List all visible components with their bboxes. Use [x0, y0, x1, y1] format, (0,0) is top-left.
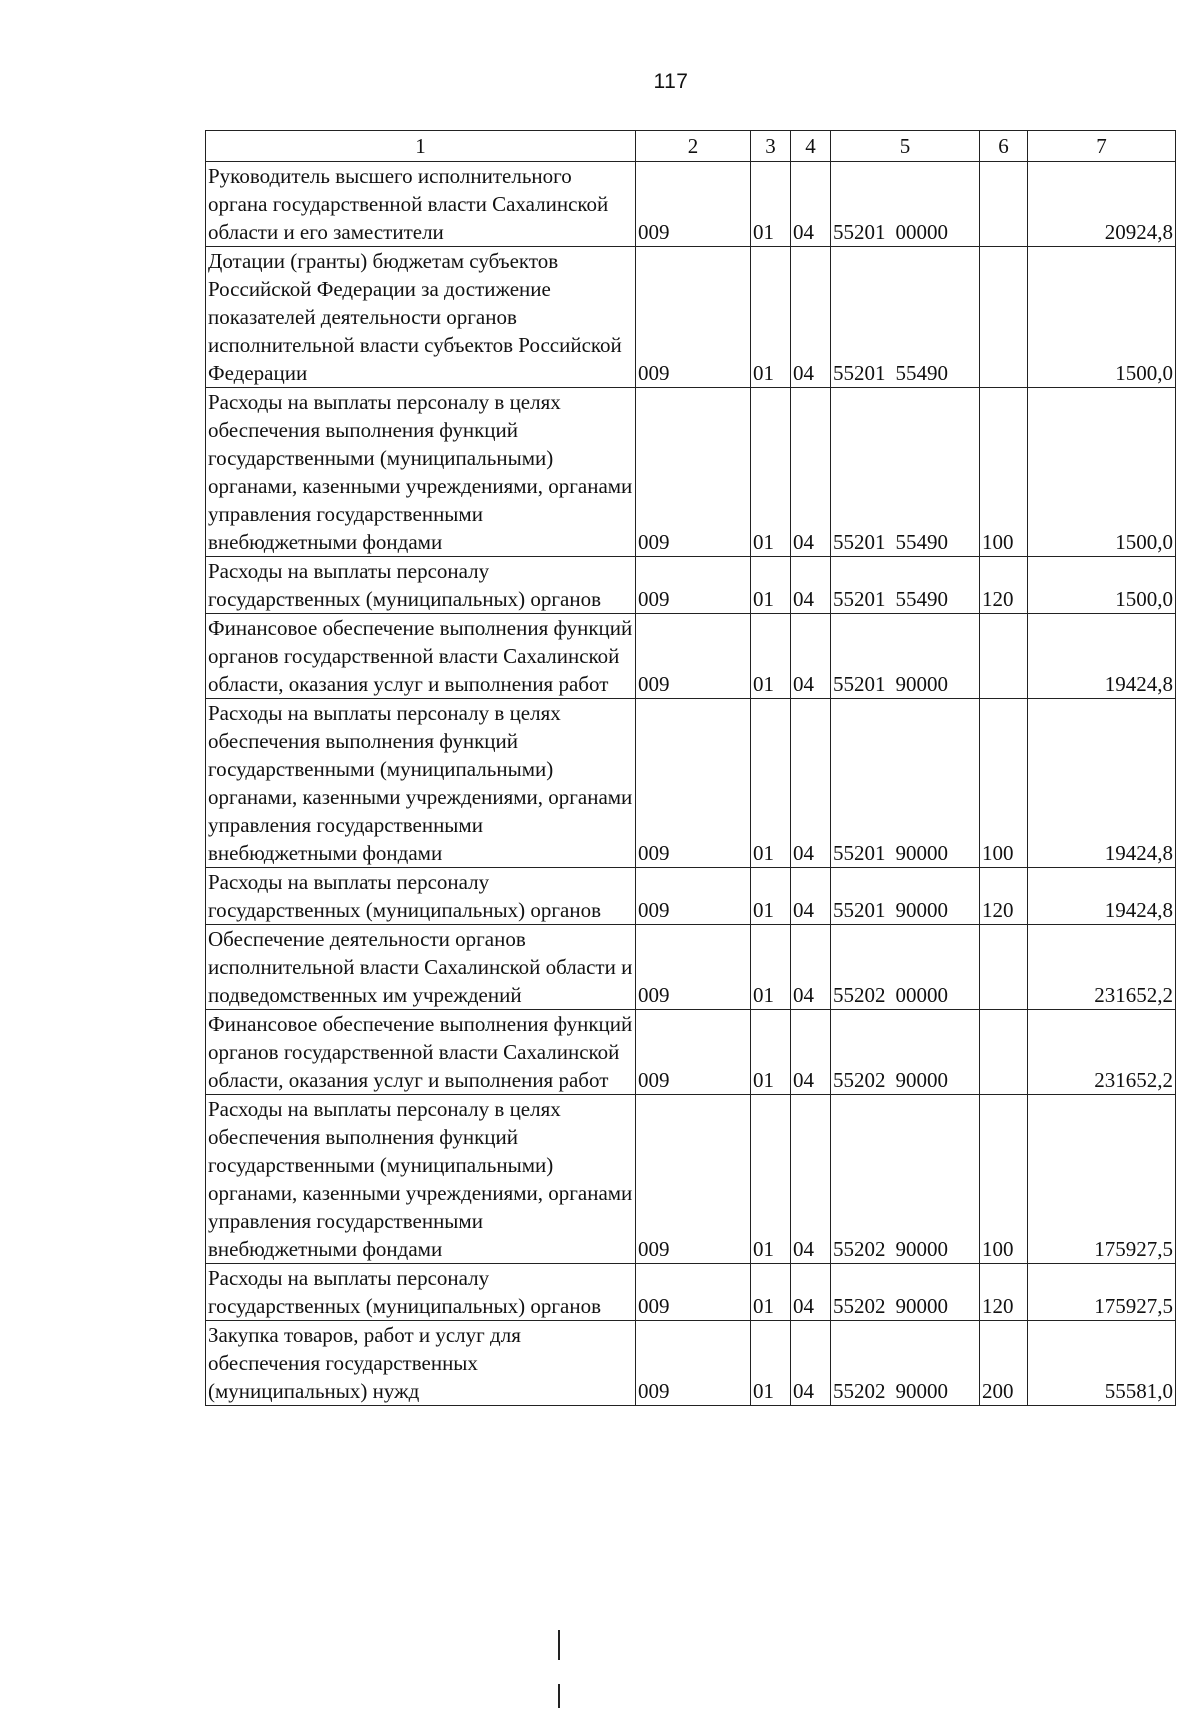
target-program-code: 55201: [833, 841, 886, 865]
table-row: [206, 699, 1176, 868]
table-row: [206, 925, 1176, 1010]
expense-type-cell: 120: [980, 868, 1028, 925]
column-header: 3: [751, 131, 791, 162]
target-article-cell: [831, 1321, 980, 1406]
subsection-code-cell: 04: [791, 162, 831, 247]
row-name-cell: Расходы на выплаты персоналу государственных (муниципальных) органов: [206, 557, 636, 614]
section-code-cell: 01: [751, 162, 791, 247]
budget-table: [205, 130, 1176, 1406]
target-direction-code: 90000: [895, 1294, 948, 1318]
subsection-code-cell: 04: [791, 247, 831, 388]
amount-cell: 1500,0: [1028, 557, 1176, 614]
target-article-cell: [831, 557, 980, 614]
row-name-cell: Финансовое обеспечение выполнения функций органов государственной власти Сахалинской области, оказания услуг и выполнения работ: [206, 1010, 636, 1095]
target-article-cell: [831, 388, 980, 557]
target-program-code: 55202: [833, 1294, 886, 1318]
section-code-cell: 01: [751, 699, 791, 868]
row-name-cell: Расходы на выплаты персоналу государственных (муниципальных) органов: [206, 1264, 636, 1321]
admin-code-cell: 009: [636, 1321, 751, 1406]
target-article-cell: [831, 162, 980, 247]
target-program-code: 55202: [833, 983, 886, 1007]
section-code-cell: 01: [751, 1010, 791, 1095]
admin-code-cell: 009: [636, 1095, 751, 1264]
row-name-cell: Расходы на выплаты персоналу государственных (муниципальных) органов: [206, 868, 636, 925]
table-row: [206, 388, 1176, 557]
admin-code-cell: 009: [636, 1264, 751, 1321]
amount-cell: 1500,0: [1028, 388, 1176, 557]
section-code-cell: 01: [751, 614, 791, 699]
subsection-code-cell: 04: [791, 614, 831, 699]
admin-code-cell: 009: [636, 388, 751, 557]
section-code-cell: 01: [751, 557, 791, 614]
table-row: [206, 162, 1176, 247]
row-name-cell: Финансовое обеспечение выполнения функций органов государственной власти Сахалинской области, оказания услуг и выполнения работ: [206, 614, 636, 699]
target-direction-code: 90000: [895, 672, 948, 696]
admin-code-cell: 009: [636, 1010, 751, 1095]
target-article-cell: [831, 868, 980, 925]
admin-code-cell: 009: [636, 614, 751, 699]
target-program-code: 55202: [833, 1379, 886, 1403]
subsection-code-cell: 04: [791, 1321, 831, 1406]
section-code-cell: 01: [751, 868, 791, 925]
subsection-code-cell: 04: [791, 1010, 831, 1095]
subsection-code-cell: 04: [791, 557, 831, 614]
target-article-cell: [831, 1010, 980, 1095]
table-row: [206, 557, 1176, 614]
target-program-code: 55201: [833, 530, 886, 554]
row-name-cell: Расходы на выплаты персоналу в целях обеспечения выполнения функций государственными (муниципальными) органами, казенными учреждениями, органами управления государственными внебюджетными фондами: [206, 699, 636, 868]
subsection-code-cell: 04: [791, 868, 831, 925]
table-row: [206, 1321, 1176, 1406]
table-row: [206, 1010, 1176, 1095]
table-row: [206, 1264, 1176, 1321]
section-code-cell: 01: [751, 1264, 791, 1321]
expense-type-cell: 100: [980, 1095, 1028, 1264]
scan-mark: [558, 1630, 560, 1660]
expense-type-cell: [980, 247, 1028, 388]
section-code-cell: 01: [751, 1321, 791, 1406]
expense-type-cell: 120: [980, 1264, 1028, 1321]
target-program-code: 55201: [833, 361, 886, 385]
target-program-code: 55201: [833, 898, 886, 922]
amount-cell: 20924,8: [1028, 162, 1176, 247]
column-header: 2: [636, 131, 751, 162]
header-row: [206, 131, 1176, 162]
amount-cell: 1500,0: [1028, 247, 1176, 388]
expense-type-cell: [980, 614, 1028, 699]
target-article-cell: [831, 1264, 980, 1321]
target-direction-code: 55490: [895, 587, 948, 611]
row-name-cell: Руководитель высшего исполнительного органа государственной власти Сахалинской области и его заместители: [206, 162, 636, 247]
page-number: 117: [653, 70, 689, 93]
admin-code-cell: 009: [636, 557, 751, 614]
section-code-cell: 01: [751, 1095, 791, 1264]
expense-type-cell: 120: [980, 557, 1028, 614]
row-name-cell: Обеспечение деятельности органов исполнительной власти Сахалинской области и подведомственных им учреждений: [206, 925, 636, 1010]
target-program-code: 55201: [833, 672, 886, 696]
target-direction-code: 90000: [895, 1237, 948, 1261]
expense-type-cell: 200: [980, 1321, 1028, 1406]
subsection-code-cell: 04: [791, 1095, 831, 1264]
admin-code-cell: 009: [636, 925, 751, 1010]
target-program-code: 55201: [833, 587, 886, 611]
subsection-code-cell: 04: [791, 925, 831, 1010]
target-program-code: 55202: [833, 1237, 886, 1261]
target-direction-code: 90000: [895, 898, 948, 922]
admin-code-cell: 009: [636, 247, 751, 388]
amount-cell: 19424,8: [1028, 614, 1176, 699]
row-name-cell: Дотации (гранты) бюджетам субъектов Российской Федерации за достижение показателей деятельности органов исполнительной власти субъектов Российской Федерации: [206, 247, 636, 388]
section-code-cell: 01: [751, 388, 791, 557]
target-direction-code: 55490: [895, 361, 948, 385]
expense-type-cell: 100: [980, 388, 1028, 557]
table-row: [206, 1095, 1176, 1264]
target-article-cell: [831, 247, 980, 388]
column-header: 4: [791, 131, 831, 162]
amount-cell: 19424,8: [1028, 868, 1176, 925]
amount-cell: 175927,5: [1028, 1264, 1176, 1321]
subsection-code-cell: 04: [791, 1264, 831, 1321]
section-code-cell: 01: [751, 925, 791, 1010]
target-direction-code: 00000: [895, 220, 948, 244]
column-header: 6: [980, 131, 1028, 162]
expense-type-cell: [980, 1010, 1028, 1095]
target-article-cell: [831, 1095, 980, 1264]
amount-cell: 175927,5: [1028, 1095, 1176, 1264]
target-article-cell: [831, 925, 980, 1010]
column-header: 7: [1028, 131, 1176, 162]
admin-code-cell: 009: [636, 699, 751, 868]
target-direction-code: 90000: [895, 1379, 948, 1403]
column-header: 5: [831, 131, 980, 162]
subsection-code-cell: 04: [791, 388, 831, 557]
admin-code-cell: 009: [636, 162, 751, 247]
expense-type-cell: [980, 925, 1028, 1010]
expense-type-cell: 100: [980, 699, 1028, 868]
admin-code-cell: 009: [636, 868, 751, 925]
section-code-cell: 01: [751, 247, 791, 388]
amount-cell: 231652,2: [1028, 1010, 1176, 1095]
amount-cell: 19424,8: [1028, 699, 1176, 868]
expense-type-cell: [980, 162, 1028, 247]
table-row: [206, 868, 1176, 925]
target-article-cell: [831, 699, 980, 868]
target-program-code: 55202: [833, 1068, 886, 1092]
target-direction-code: 55490: [895, 530, 948, 554]
subsection-code-cell: 04: [791, 699, 831, 868]
target-direction-code: 90000: [895, 1068, 948, 1092]
column-header: 1: [206, 131, 636, 162]
amount-cell: 231652,2: [1028, 925, 1176, 1010]
scan-mark: [558, 1684, 560, 1708]
table-row: [206, 614, 1176, 699]
target-article-cell: [831, 614, 980, 699]
amount-cell: 55581,0: [1028, 1321, 1176, 1406]
row-name-cell: Расходы на выплаты персоналу в целях обеспечения выполнения функций государственными (муниципальными) органами, казенными учреждениями, органами управления государственными внебюджетными фондами: [206, 1095, 636, 1264]
table-row: [206, 247, 1176, 388]
row-name-cell: Закупка товаров, работ и услуг для обеспечения государственных (муниципальных) нужд: [206, 1321, 636, 1406]
target-direction-code: 90000: [895, 841, 948, 865]
row-name-cell: Расходы на выплаты персоналу в целях обеспечения выполнения функций государственными (муниципальными) органами, казенными учреждениями, органами управления государственными внебюджетными фондами: [206, 388, 636, 557]
target-direction-code: 00000: [895, 983, 948, 1007]
target-program-code: 55201: [833, 220, 886, 244]
